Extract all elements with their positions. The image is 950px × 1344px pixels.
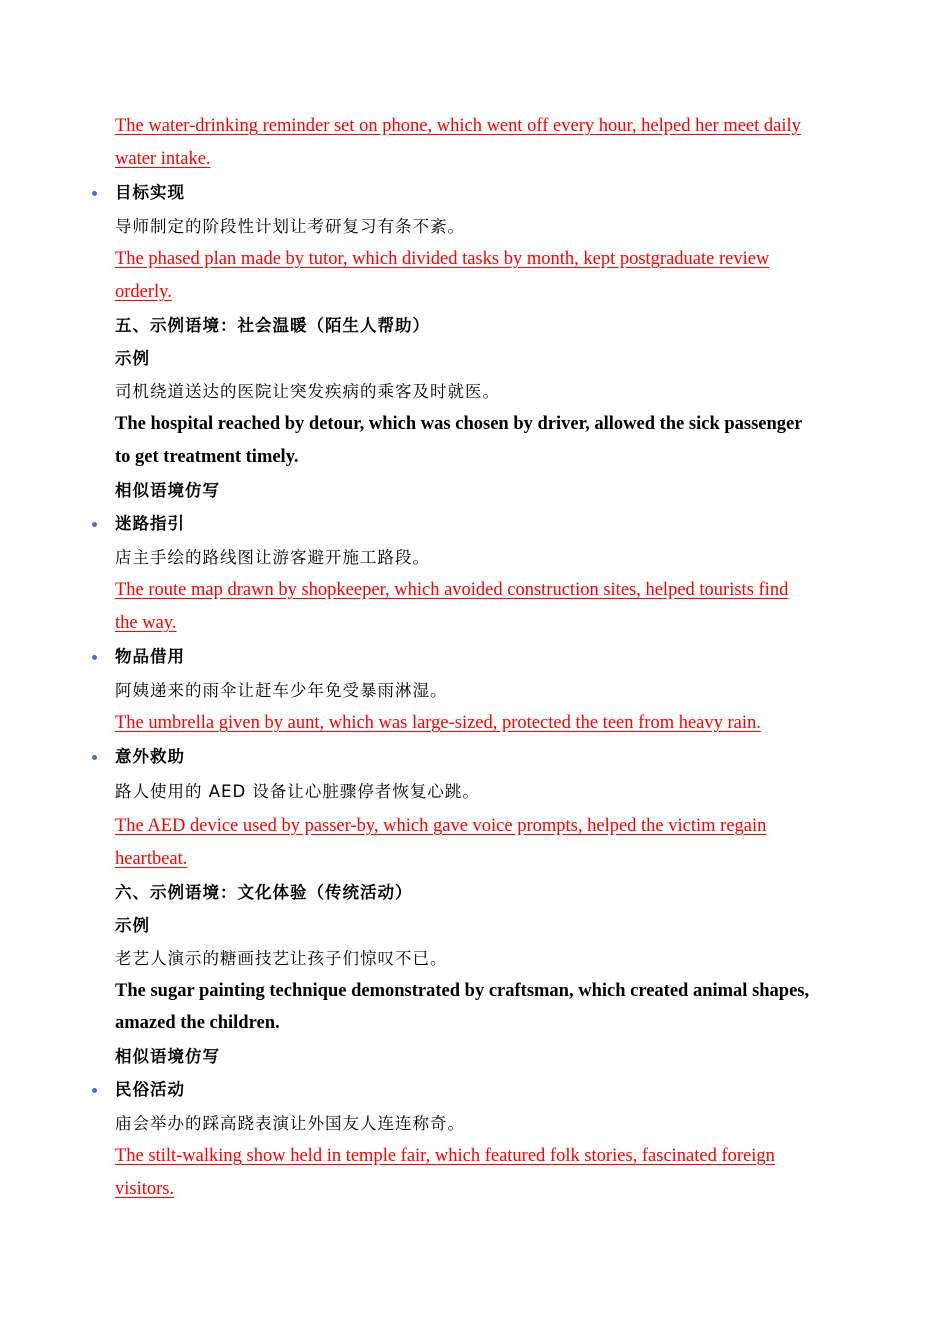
similar-context-label: 相似语境仿写: [115, 481, 220, 500]
item-heading: 物品借用: [115, 647, 185, 666]
answer-sentence-cont: orderly.: [115, 282, 172, 302]
answer-sentence-cont: the way.: [115, 613, 177, 633]
bullet-icon: [92, 522, 97, 527]
answer-sentence: The AED device used by passer-by, which gave voice prompts, helped the victim regain: [115, 816, 767, 836]
bullet-icon: [92, 191, 97, 196]
section-heading: 五、示例语境：社会温暖（陌生人帮助）: [115, 316, 430, 335]
answer-sentence: The umbrella given by aunt, which was large-sized, protected the teen from heavy rain.: [115, 713, 761, 733]
example-sentence-cont: to get treatment timely.: [115, 447, 299, 467]
bullet-icon: [92, 1088, 97, 1093]
bullet-icon: [92, 755, 97, 760]
chinese-prompt: 老艺人演示的糖画技艺让孩子们惊叹不已。: [115, 949, 448, 968]
example-label: 示例: [115, 349, 150, 368]
item-heading: 迷路指引: [115, 514, 185, 533]
example-sentence: The sugar painting technique demonstrated by craftsman, which created animal shapes,: [115, 981, 810, 1001]
section-heading: 六、示例语境：文化体验（传统活动）: [115, 883, 413, 902]
answer-sentence-cont: water intake.: [115, 149, 211, 169]
item-heading: 意外救助: [115, 747, 185, 766]
chinese-prompt: 阿姨递来的雨伞让赶车少年免受暴雨淋湿。: [115, 681, 448, 700]
chinese-prompt: 导师制定的阶段性计划让考研复习有条不紊。: [115, 217, 465, 236]
answer-sentence: The stilt-walking show held in temple fair, which featured folk stories, fascinated foreign: [115, 1146, 775, 1166]
example-sentence-cont: amazed the children.: [115, 1013, 280, 1033]
answer-sentence-cont: heartbeat.: [115, 849, 188, 869]
answer-sentence-cont: visitors.: [115, 1179, 175, 1199]
chinese-prompt: 司机绕道送达的医院让突发疾病的乘客及时就医。: [115, 382, 500, 401]
chinese-prompt: 店主手绘的路线图让游客避开施工路段。: [115, 548, 430, 567]
chinese-prompt: 庙会举办的踩高跷表演让外国友人连连称奇。: [115, 1114, 465, 1133]
answer-sentence: The water-drinking reminder set on phone, which went off every hour, helped her meet daily: [115, 116, 801, 136]
item-heading: 民俗活动: [115, 1080, 185, 1099]
item-heading: 目标实现: [115, 183, 185, 202]
similar-context-label: 相似语境仿写: [115, 1047, 220, 1066]
example-sentence: The hospital reached by detour, which was chosen by driver, allowed the sick passenger: [115, 414, 803, 434]
example-label: 示例: [115, 916, 150, 935]
answer-sentence: The phased plan made by tutor, which divided tasks by month, kept postgraduate review: [115, 249, 770, 269]
chinese-prompt: 路人使用的 AED 设备让心脏骤停者恢复心跳。: [115, 782, 480, 801]
bullet-icon: [92, 655, 97, 660]
answer-sentence: The route map drawn by shopkeeper, which avoided construction sites, helped tourists find: [115, 580, 789, 600]
